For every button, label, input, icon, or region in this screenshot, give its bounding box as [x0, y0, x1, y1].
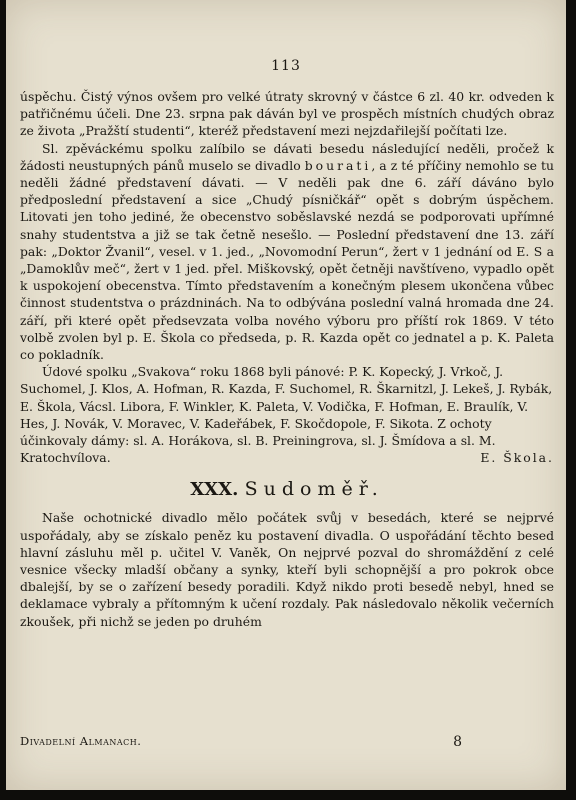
spaced-word: bourati: [304, 157, 372, 173]
paragraph-2: [20, 140, 554, 364]
signature-mark: Divadelní Almanach.: [20, 734, 142, 748]
section-heading: [20, 478, 554, 501]
paragraph-1: úspěchu. Čistý výnos ovšem pro velké útraty skrovný v částce 6 zl. 40 kr. odveden k patřičnému účeli. Dne 23. srpna pak dáván byl ve prospěch místních chudých obraz ze života „Pražští studenti“, kteréž představení mezi nejzdařilejší počítati lze.: [20, 89, 554, 139]
paragraph-3-text: Údové spolku „Svakova“ roku 1868 byli pánové: P. K. Kopecký, J. Vrkoč, J. Suchomel, J. Klos, A. Hofman, R. Kazda, F. Suchomel, R. Škarnitzl, J. Lekeš, J. Rybák, E. Škola, Vácsl. Libora, F. Winkler, K. Paleta, V. Vodička, F. Hofman, E. Braulík, V. Hes, J. Novák, V. Moravec, V. Kadeřábek, F. Skočdopole, F. Sikota. Z ochoty účinkovaly dámy: sl. A. Horákova, sl. B. Preiningrova, sl. J. Šmídova a sl. M. Kratochvílova.: [20, 364, 553, 466]
page-number: 113: [271, 58, 301, 74]
author-signature: E. Škola.: [480, 450, 554, 466]
section-numeral: XXX.: [190, 479, 239, 501]
sheet-number: 8: [453, 734, 462, 750]
paragraph-3: [20, 363, 554, 466]
paragraph-2-start: Sl. zpěváckému spolku zalíbilo se dávati besedu následující neděli, pročež k žádosti neustupných pánů muselo se divadlo: [20, 140, 554, 173]
section-paragraph: Naše ochotnické divadlo mělo počátek svůj v besedách, které se nejprvé uspořádaly, aby se získalo peněz ku postavení divadla. O uspořádání těchto besed hlavní zásluhu měl p. učitel V. Vaněk, On nejprvé pozval do shromáždění z celé vesnice všecky mladší občany a synky, kteří byli schopnější a pro pokrok obce dbalejší, by se o zařízení besedy poradili. Když nikdo proti besedě nebyl, hned se deklamace vybraly a přítomným k učení rozdaly. Pak následovalo několik večerních zkoušek, při nichž se jeden po druhém: [20, 510, 554, 629]
page-footer: [20, 734, 554, 750]
page-body: [20, 88, 554, 630]
book-page: [6, 0, 566, 790]
paragraph-2-rest: , a z té příčiny nemohlo se tu neděli žádné představení dávati. — V neděli pak dne 6. září dáváno bylo předposlední představení a sice „Chudý písničkář“ opět s dobrým úspěchem. Litovati jen toho jediné, že obecenstvo soběslavské nezdá se podporovati upřímné snahy studentstva a již se tak četně nesešlo. — Poslední představení dne 13. září pak: „Doktor Žvanil“, vesel. v 1. jed., „Novomodní Perun“, žert v 1 jednání od E. S a „Damoklův meč“, žert v 1 jed. přel. Miškovský, opět četněji navštíveno, vypadlo opět k uspokojení obecenstva. Tímto představením a konečným plesem ukončena vůbec činnost studentstva o prázdninách. Na to odbývána poslední valná hromada dne 24. září, při které opět předsevzata volba nového výboru pro příští rok 1869. V tétо volbě zvolen byl p. E. Škola co předseda, p. R. Kazda opět co jednatel a p. K. Paleta co pokladník.: [20, 157, 554, 363]
section-place: Sudoměř.: [244, 478, 384, 501]
